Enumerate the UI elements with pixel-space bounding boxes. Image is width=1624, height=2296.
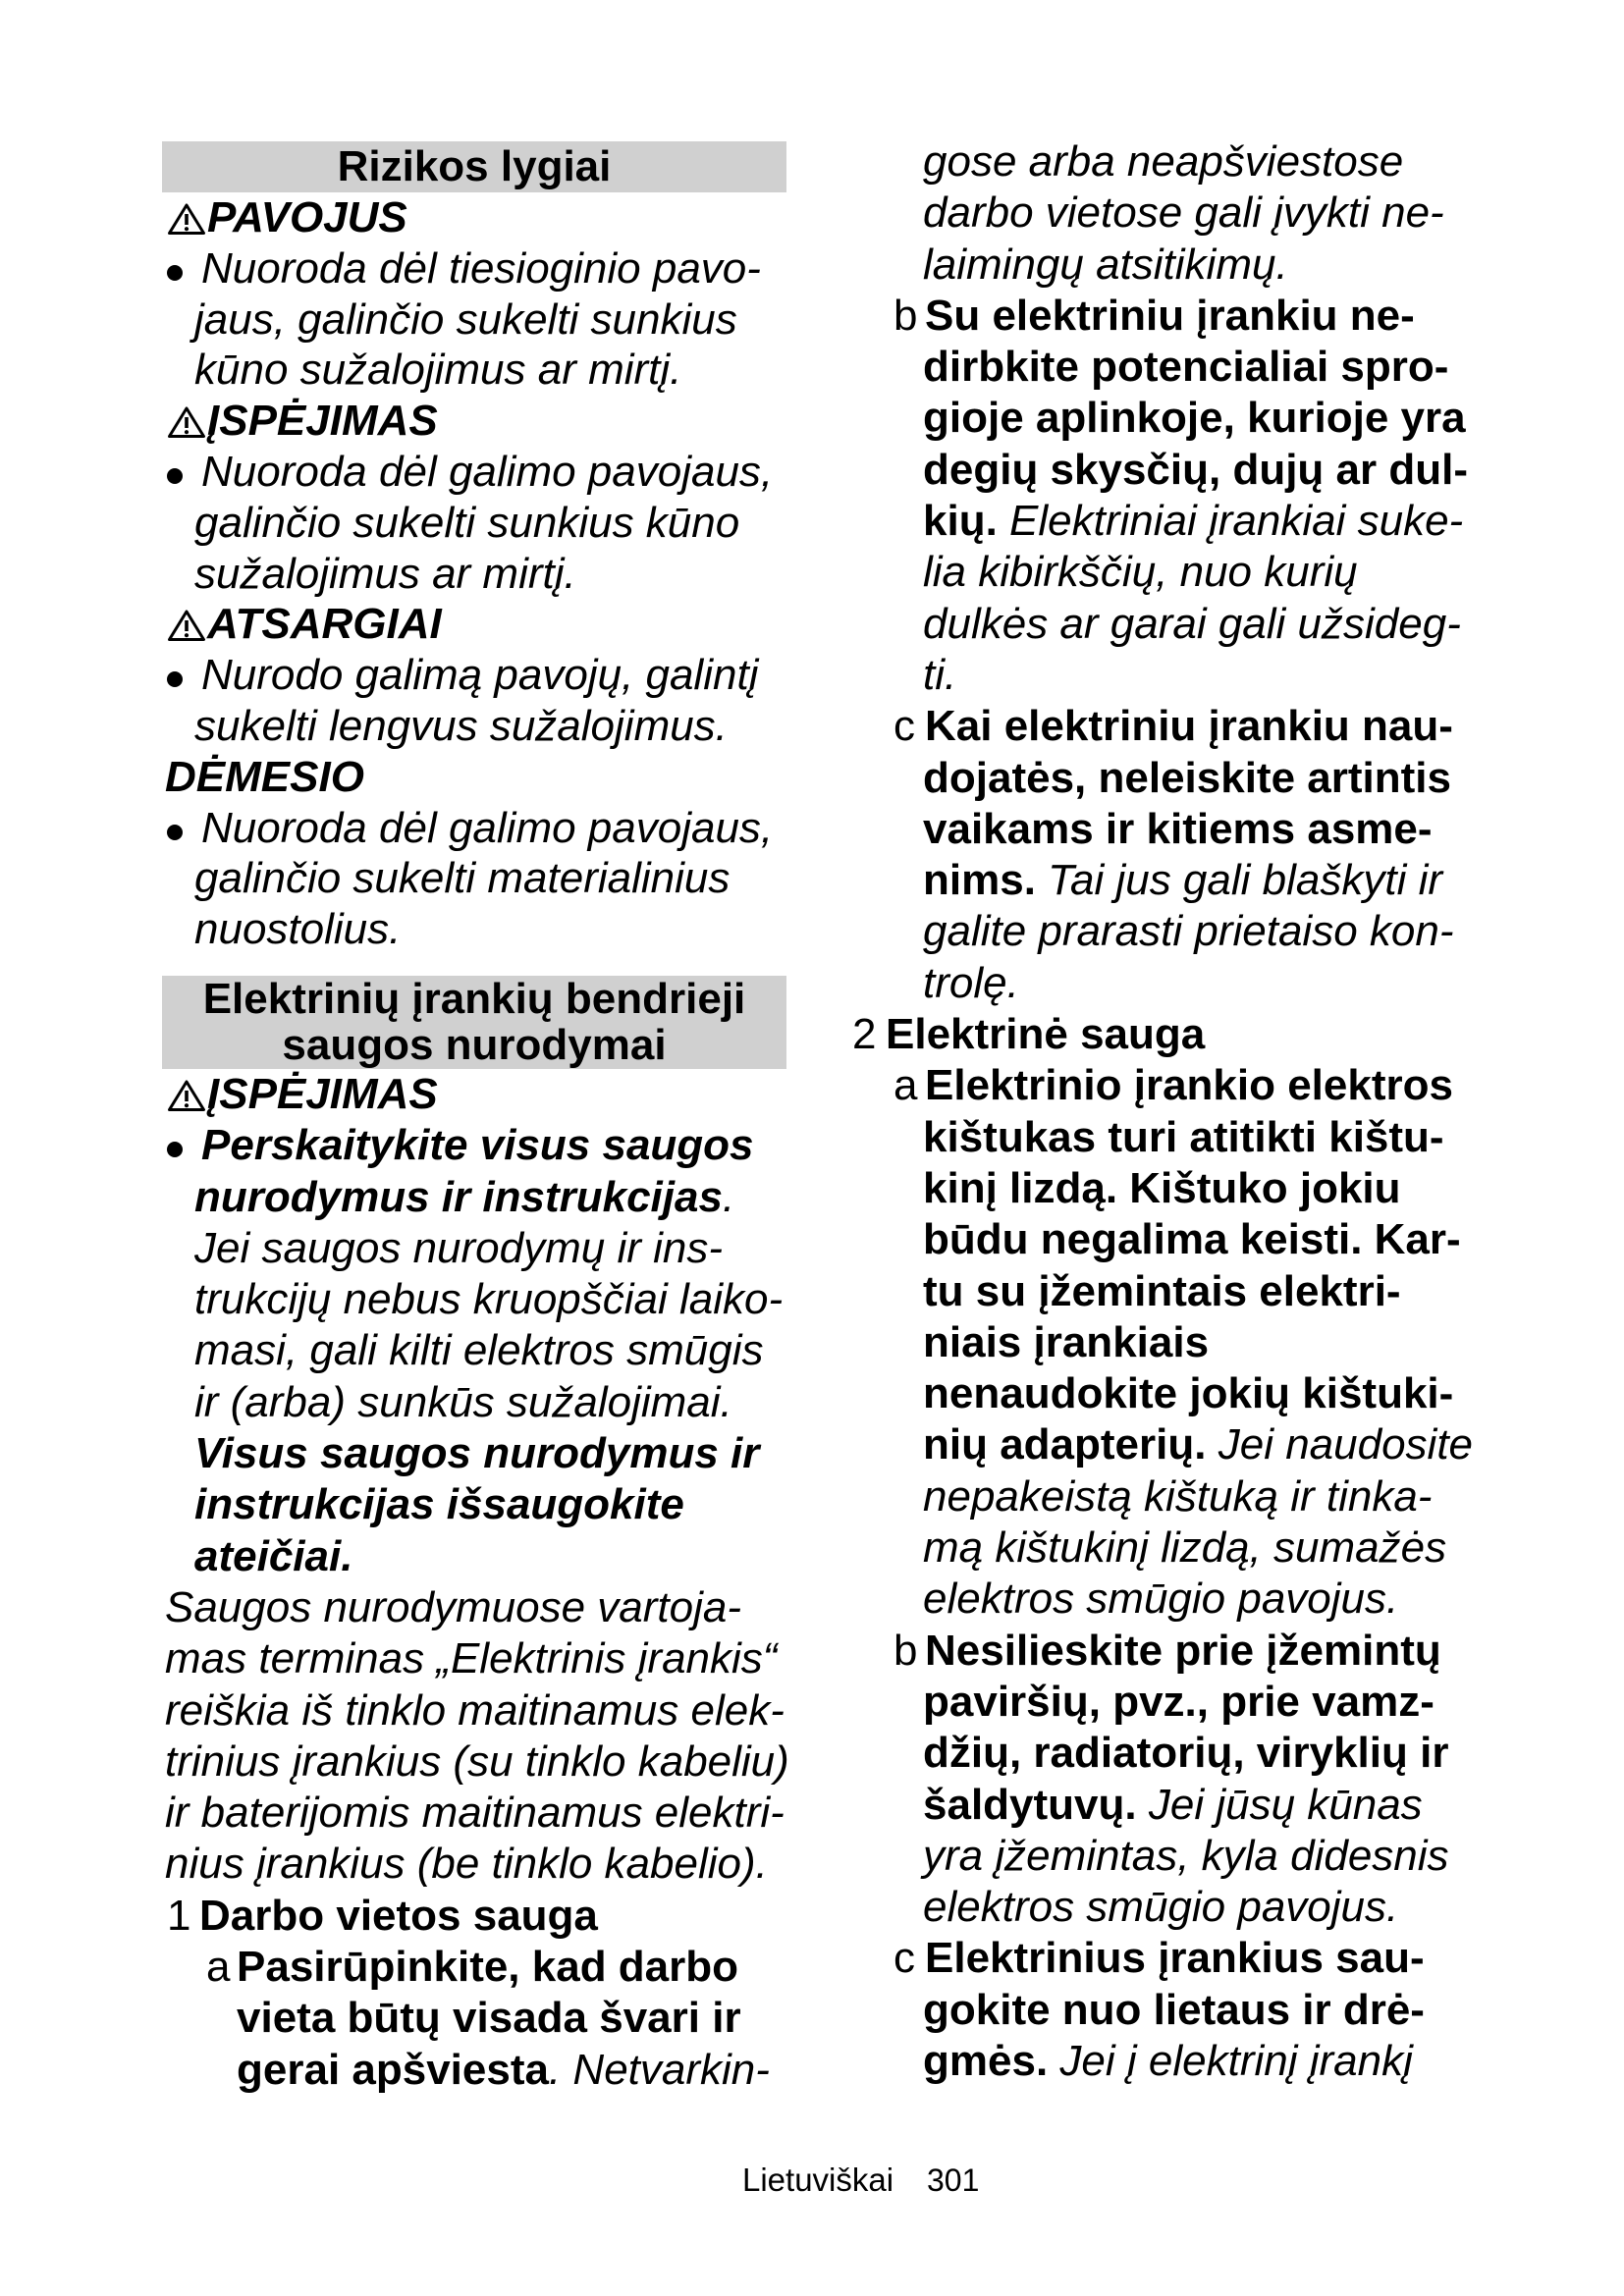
bullet-icon [167, 468, 183, 484]
body-text: elektros smūgio pavojus. [923, 1883, 1399, 1932]
risk-level-label: ATSARGIAI [207, 600, 442, 649]
body-text: . Netvarkin- [548, 2045, 770, 2094]
body-text: trukcijų nebus kruopščiai laiko- [194, 1275, 784, 1324]
body-text: jaus, galinčio sukelti sunkius [194, 294, 737, 344]
bold-instruction: niais įrankiais [923, 1317, 1210, 1366]
bold-instruction: gerai apšviesta [237, 2045, 549, 2094]
bold-instruction: degių skysčių, dujų ar dul- [923, 445, 1468, 494]
punctuation: . [722, 1172, 735, 1221]
bold-instruction: Su elektriniu įrankiu ne- [925, 291, 1415, 340]
warning-label: ĮSPĖJIMAS [207, 1069, 438, 1118]
bullet-icon [167, 671, 183, 687]
warning-icon [167, 609, 206, 642]
body-text: Jei į elektrinį įrankį [1059, 2036, 1413, 2085]
item-letter: c [893, 1934, 915, 1983]
risk-level-danger [162, 192, 790, 243]
definition-text: mas terminas „Elektrinis įrankis“ [165, 1634, 778, 1683]
warning-icon [167, 405, 206, 439]
section-number: 1 [167, 1891, 191, 1940]
item-letter: a [206, 1943, 231, 1991]
bullet-item [162, 803, 790, 854]
body-text: Jei jūsų kūnas [1148, 1780, 1423, 1829]
body-text: Tai jus gali blaškyti ir [1048, 856, 1443, 905]
risk-levels-list [162, 192, 790, 955]
body-text: Nuoroda dėl galimo pavojaus, [201, 447, 774, 496]
risk-level-caution [162, 599, 790, 650]
bold-instruction: džių, radiatorių, viryklių ir [923, 1729, 1449, 1778]
text-line [162, 2045, 790, 2096]
section-work-area-safety [162, 1891, 790, 1942]
body-text: masi, gali kilti elektros smūgis [194, 1326, 764, 1375]
warning-icon [167, 202, 206, 236]
bullet-item [162, 243, 790, 294]
body-text: yra įžemintas, kyla didesnis [923, 1831, 1449, 1880]
sub-item-c [852, 1933, 1500, 1984]
body-text: galinčio sukelti materialinius [194, 854, 731, 903]
item-letter: c [893, 702, 915, 751]
bullet-item [162, 1120, 790, 1171]
section-heading-line: Elektrinių įrankių bendrieji [202, 974, 746, 1023]
sub-item-a [162, 1942, 790, 1993]
bullet-item [162, 447, 790, 498]
risk-level-warning [162, 396, 790, 447]
bold-instruction: Kai elektriniu įrankiu nau- [925, 702, 1453, 751]
definition-text: reiškia iš tinklo maitinamus elek- [165, 1685, 785, 1735]
bold-instruction: kištukas turi atitikti kištu- [923, 1112, 1444, 1161]
body-text: Elektriniai įrankiai suke- [1009, 497, 1464, 546]
bold-instruction: Visus saugos nurodymus ir [194, 1429, 760, 1478]
bold-instruction: paviršių, pvz., prie vamz- [923, 1677, 1435, 1726]
body-text: Jei naudosite [1218, 1420, 1474, 1469]
text-line [852, 2036, 1500, 2087]
body-text: nepakeistą kištuką ir tinka- [923, 1471, 1433, 1521]
general-safety-body [162, 1069, 790, 2096]
definition-text: trinius įrankius (su tinklo kabeliu) [165, 1736, 789, 1786]
body-text: ir (arba) sunkūs sužalojimai. [194, 1377, 732, 1426]
body-text: darbo vietose gali įvykti ne- [923, 188, 1444, 238]
bullet-item [162, 650, 790, 701]
body-text: lia kibirkščių, nuo kurių [923, 548, 1358, 597]
body-text: galite prarasti prietaiso kon- [923, 907, 1454, 956]
bold-instruction: Perskaitykite visus saugos [201, 1121, 754, 1170]
section-heading-general-safety [162, 976, 786, 1069]
sub-item-c [852, 701, 1500, 752]
risk-level-label: ĮSPĖJIMAS [207, 397, 438, 446]
body-text: kūno sužalojimus ar mirtį. [194, 346, 682, 395]
sub-item-b [852, 1626, 1500, 1677]
body-text: Nuoroda dėl tiesioginio pavo- [201, 243, 761, 293]
bold-instruction: kinį lizdą. Kištuko jokiu [923, 1163, 1401, 1212]
bold-instruction: Pasirūpinkite, kad darbo [237, 1943, 739, 1991]
bold-instruction: tu su įžemintais elektri- [923, 1266, 1401, 1315]
body-text: Nurodo galimą pavojų, galintį [201, 651, 759, 700]
sub-item-a [852, 1060, 1500, 1111]
body-text: Nuoroda dėl galimo pavojaus, [201, 803, 774, 852]
bold-instruction: nurodymus ir instrukcijas [194, 1172, 723, 1221]
footer-language: Lietuviškai [742, 2162, 894, 2198]
bold-instruction: Elektrinio įrankio elektros [925, 1061, 1453, 1110]
body-text: galinčio sukelti sunkius kūno [194, 498, 740, 547]
body-text: trolę. [923, 958, 1019, 1007]
bold-instruction: gmės. [923, 2036, 1049, 2085]
sub-item-b [852, 291, 1500, 342]
definition-text: ir baterijomis maitinamus elektri- [165, 1789, 785, 1838]
bold-instruction: dojatės, neleiskite artintis [923, 753, 1451, 802]
item-letter: b [893, 1626, 918, 1675]
text-line [162, 1172, 790, 1223]
body-text: nuostolius. [194, 905, 402, 954]
text-line [852, 855, 1500, 906]
bullet-icon [167, 825, 183, 840]
body-text: mą kištukinį lizdą, sumažės [923, 1523, 1447, 1573]
bold-instruction: Nesilieskite prie įžemintų [925, 1626, 1441, 1675]
bullet-icon [167, 265, 183, 281]
bold-instruction: ateičiai. [194, 1531, 353, 1580]
section-electrical-safety [852, 1009, 1500, 1060]
bold-instruction: kių. [923, 497, 998, 546]
bold-instruction: šaldytuvų. [923, 1780, 1137, 1829]
body-text: elektros smūgio pavojus. [923, 1575, 1399, 1624]
bold-instruction: nių adapterių. [923, 1420, 1207, 1469]
body-text: sužalojimus ar mirtį. [194, 549, 576, 598]
right-column [852, 136, 1500, 2087]
text-line [852, 1780, 1500, 1831]
section-title: Darbo vietos sauga [199, 1891, 598, 1940]
body-text: gose arba neapšviestose [923, 137, 1404, 186]
bold-instruction: dirbkite potencialiai spro- [923, 343, 1449, 392]
bold-instruction: nenaudokite jokių kištuki- [923, 1369, 1454, 1418]
bullet-icon [167, 1142, 183, 1157]
section-title: Elektrinė sauga [886, 1010, 1206, 1059]
text-line [852, 1419, 1500, 1470]
bold-instruction: būdu negalima keisti. Kar- [923, 1215, 1461, 1264]
left-column [162, 141, 790, 2096]
item-letter: b [893, 291, 918, 340]
body-text: ti. [923, 650, 957, 699]
section-number: 2 [852, 1010, 877, 1059]
text-line [852, 496, 1500, 547]
item-letter: a [893, 1061, 918, 1110]
risk-level-notice-label: DĖMESIO [165, 752, 364, 801]
body-text: sukelti lengvus sužalojimus. [194, 701, 728, 750]
bold-instruction: instrukcijas išsaugokite [194, 1480, 684, 1529]
bold-instruction: vaikams ir kitiems asme- [923, 804, 1433, 853]
definition-text: Saugos nurodymuose vartoja- [165, 1582, 741, 1631]
body-text: Jei saugos nurodymų ir ins- [194, 1223, 724, 1272]
bold-instruction: vieta būtų visada švari ir [237, 1994, 741, 2043]
bold-instruction: gioje aplinkoje, kurioje yra [923, 394, 1466, 443]
risk-level-label: PAVOJUS [207, 193, 407, 241]
bold-instruction: Elektrinius įrankius sau- [925, 1934, 1425, 1983]
section-heading-risk-levels: Rizikos lygiai [162, 141, 786, 192]
page-number: 301 [927, 2163, 980, 2198]
bold-instruction: gokite nuo lietaus ir drė- [923, 1985, 1425, 2034]
body-text: laimingų atsitikimų. [923, 240, 1288, 289]
definition-text: nius įrankius (be tinklo kabelio). [165, 1840, 768, 1889]
bold-instruction: nims. [923, 856, 1036, 905]
warning-icon [167, 1079, 206, 1112]
general-warning [162, 1069, 790, 1120]
body-text: dulkės ar garai gali užsideg- [923, 599, 1461, 648]
section-heading-line: saugos nurodymai [282, 1021, 667, 1070]
